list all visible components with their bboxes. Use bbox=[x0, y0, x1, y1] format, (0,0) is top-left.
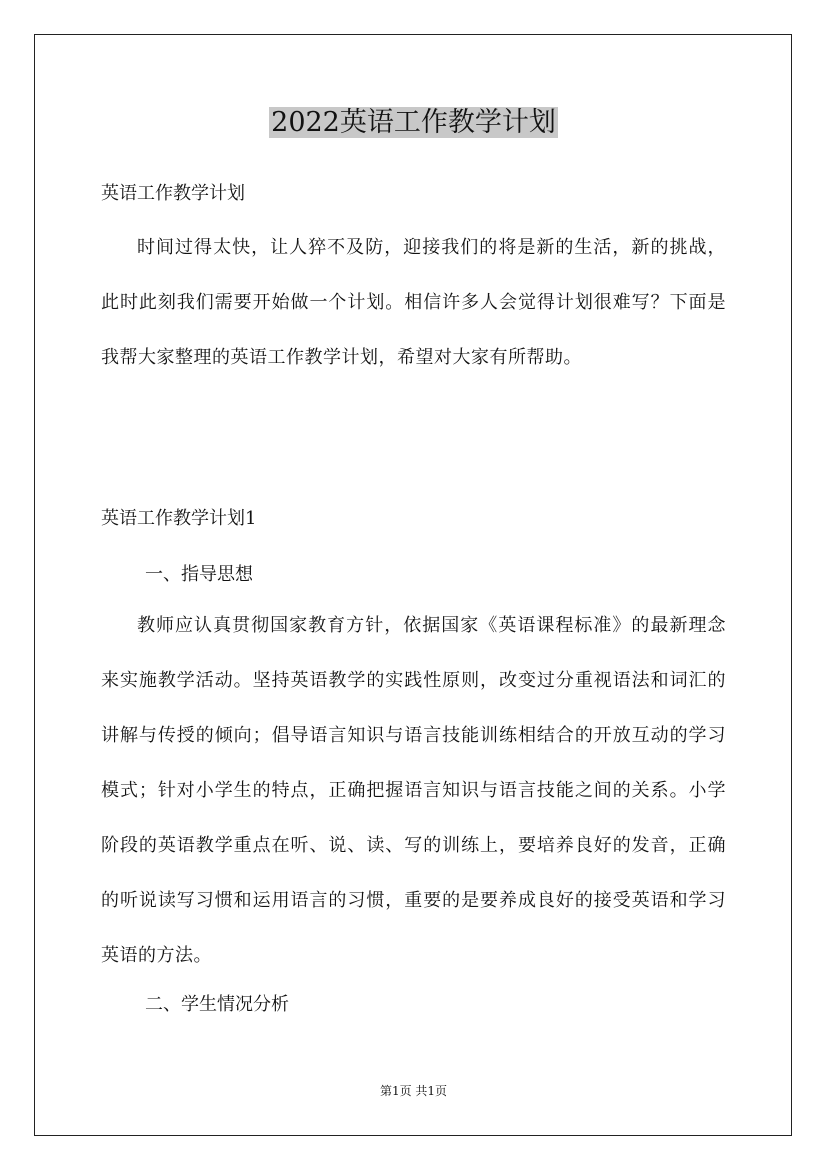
intro-paragraph: 时间过得太快，让人猝不及防，迎接我们的将是新的生活，新的挑战，此时此刻我们需要开始做一个计划。相信许多人会觉得计划很难写？下面是我帮大家整理的英语工作教学计划，希望对大家有所帮助。 bbox=[101, 237, 726, 368]
subsection-heading-2: 二、学生情况分析 bbox=[145, 994, 289, 1015]
document-title: 2022英语工作教学计划 bbox=[271, 107, 556, 138]
section-heading: 英语工作教学计划1 bbox=[101, 508, 257, 529]
document-subtitle: 英语工作教学计划 bbox=[101, 183, 245, 204]
subsection-heading-1: 一、指导思想 bbox=[145, 564, 253, 585]
page-footer: 第1页 共1页 bbox=[379, 1084, 448, 1098]
guiding-ideology-paragraph: 教师应认真贯彻国家教育方针，依据国家《英语课程标准》的最新理念来实施教学活动。坚持英语教学的实践性原则，改变过分重视语法和词汇的讲解与传授的倾向；倡导语言知识与语言技能训练相结合的开放互动的学习模式；针对小学生的特点，正确把握语言知识与语言技能之间的关系。小学阶段的英语教学重点在听、说、读、写的训练上，要培养良好的发音，正确的听说读写习惯和运用语言的习惯，重要的是要养成良好的接受英语和学习英语的方法。 bbox=[101, 615, 726, 966]
